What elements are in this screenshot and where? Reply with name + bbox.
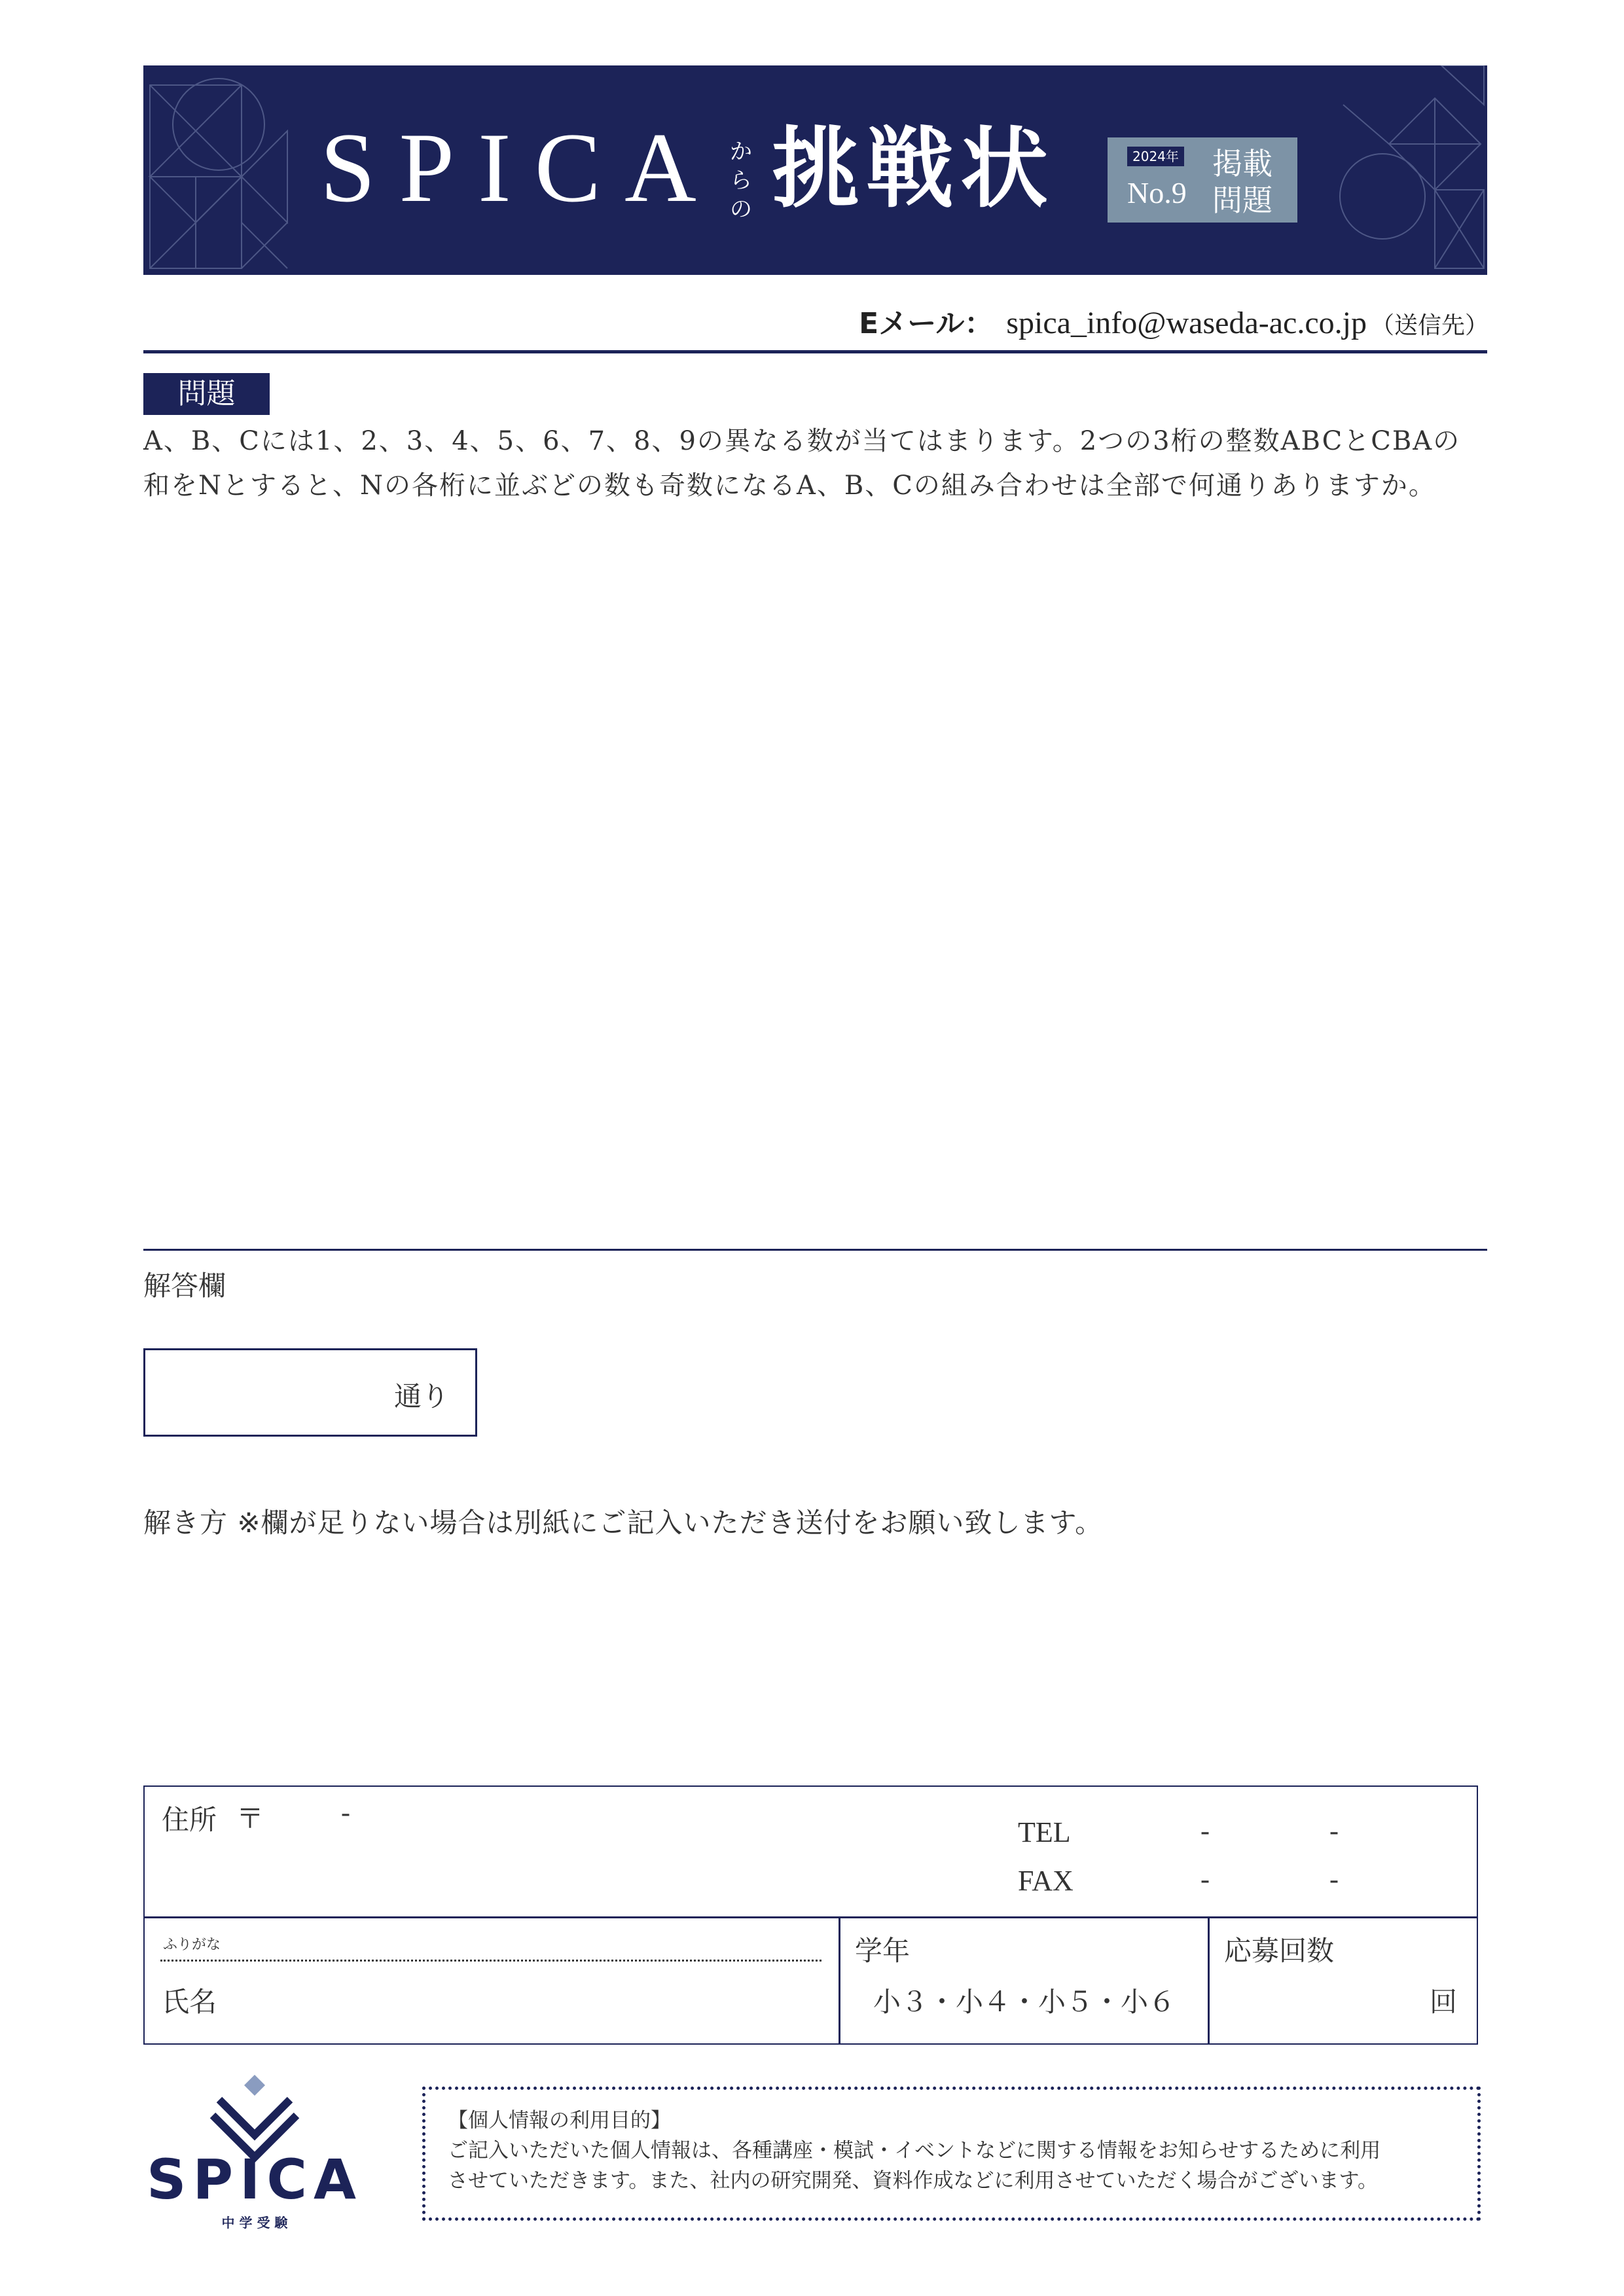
postal-dash: - [341,1798,350,1828]
answer-input-box[interactable] [143,1348,477,1437]
tel-dash-2: - [1329,1816,1339,1846]
email-address[interactable]: spica_info@waseda-ac.co.jp [1006,306,1367,340]
grade-field[interactable] [840,1918,1207,2044]
privacy-line-2: させていただきます。また、社内の研究開発、資料作成などに利用させていただく場合がございます。 [448,2169,1379,2193]
title-spica: SPICA [320,113,720,223]
entry-count-unit: 回 [1430,1986,1458,2018]
email-line [859,300,1489,342]
problem-line-2: 和をNとすると、Nの各桁に並ぶどの数も奇数になるA、B、Cの組み合わせは全部で何通りありますか。 [143,471,1436,501]
problem-badge: 問題 [143,373,270,415]
privacy-title: 【個人情報の利用目的】 [448,2109,671,2132]
entry-count-field[interactable] [1210,1918,1477,2044]
issue-badge [1108,137,1297,223]
answer-section-label: 解答欄 [143,1270,226,1302]
geometric-pattern-right [1330,65,1487,275]
name-field[interactable] [145,1918,837,2044]
tel-label: TEL [1018,1816,1071,1848]
name-label: 氏名 [162,1986,217,2018]
furigana-dotted-line [160,1960,821,1962]
badge-number: No.9 [1127,176,1187,209]
divider-answer [143,1249,1487,1251]
badge-label-line2: 問題 [1212,183,1272,218]
furigana-label: ふりがな [163,1937,221,1953]
address-field[interactable] [145,1787,996,1915]
fax-dash-2: - [1329,1865,1339,1895]
badge-label-line1: 掲載 [1212,146,1272,181]
postal-mark: 〒 [236,1803,264,1835]
geometric-pattern-left [143,65,294,275]
header-banner [143,65,1487,275]
email-label: Eメール： [859,307,994,340]
address-label: 住所 [162,1804,217,1836]
spica-logo [143,2075,366,2232]
privacy-notice [422,2087,1481,2221]
fax-label: FAX [1018,1865,1074,1897]
badge-year: 2024年 [1127,147,1184,166]
applicant-form [143,1785,1478,2045]
badge-label [1212,145,1284,219]
divider-top [143,350,1487,353]
entry-count-label: 応募回数 [1224,1935,1335,1967]
problem-line-1: A、B、Cには1、2、3、4、5、6、7、8、9の異なる数が当てはまります。2つの3桁の整数ABCとCBAの [143,426,1461,456]
email-note: （送信先） [1370,312,1489,339]
grade-label: 学年 [855,1935,911,1967]
privacy-line-1: ご記入いただいた個人情報は、各種講座・模試・イベントなどに関する情報をお知らせするために利用 [448,2139,1381,2162]
logo-subtext: 中 学 受 験 [221,2215,288,2231]
logo-text: SPICA [147,2147,363,2212]
tel-dash-1: - [1200,1816,1210,1846]
tel-field[interactable] [1015,1813,1473,1859]
fax-field[interactable] [1015,1861,1473,1907]
title-challenge: 挑戦状 [772,117,1055,220]
solution-method-label: 解き方 ※欄が足りない場合は別紙にご記入いただき送付をお願い致します。 [143,1507,1104,1539]
grade-options[interactable]: 小３・小４・小５・小６ [873,1986,1176,2018]
answer-unit: 通り [393,1380,449,1412]
problem-text [143,419,1492,508]
title-kara: からの [730,139,752,223]
fax-dash-1: - [1200,1865,1210,1895]
